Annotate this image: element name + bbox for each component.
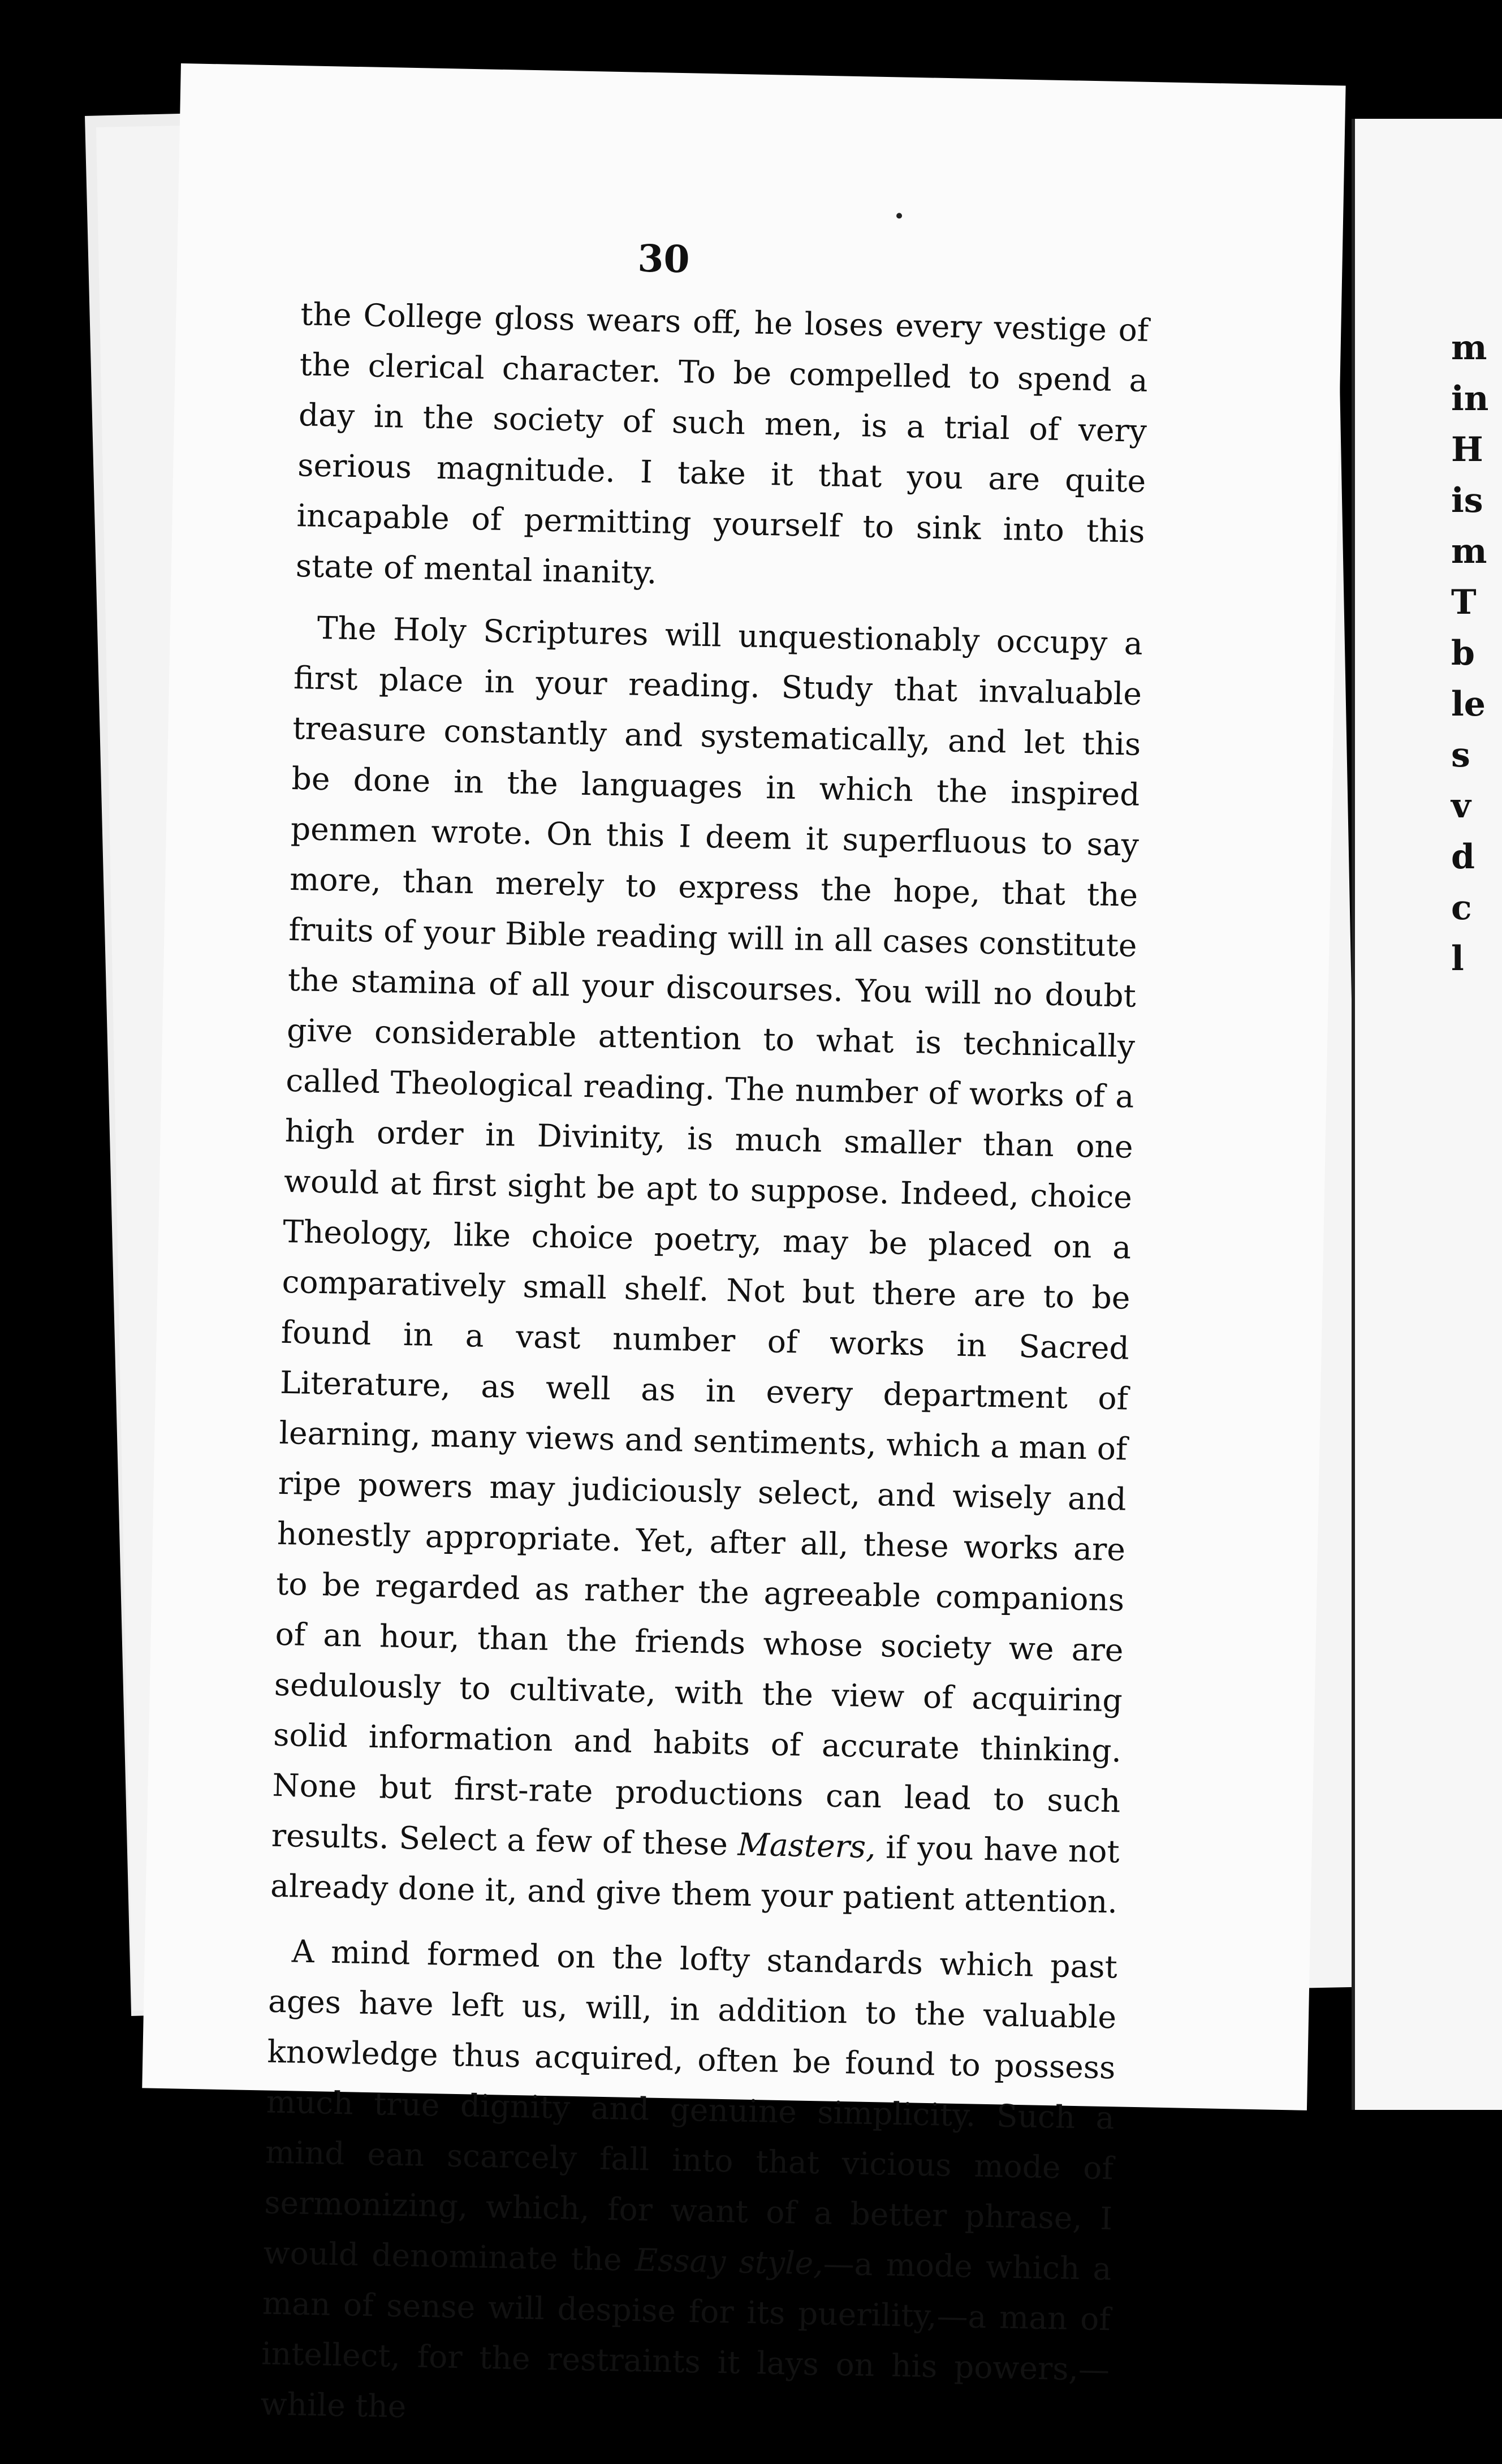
paragraph-2 — [270, 602, 1143, 1927]
facing-fragment: d — [1451, 837, 1475, 877]
facing-fragment: l — [1451, 939, 1464, 979]
facing-fragment: m — [1451, 328, 1487, 368]
facing-fragment: v — [1451, 786, 1471, 826]
italic-masters: Masters, — [737, 1826, 877, 1866]
facing-fragment: T — [1451, 583, 1477, 622]
facing-fragment: le — [1451, 684, 1486, 724]
italic-essay-style: Essay style, — [635, 2242, 824, 2282]
facing-page — [1352, 119, 1502, 2110]
paragraph-1: the College gloss wears off, he loses every vestige of the clerical character. To be compelled to spend a day in the society of such men, is a trial of very serious magnitude. I take it that you are quite incapable of permitting yourself to sink into this state of mental inanity. — [295, 296, 1149, 591]
facing-fragment: s — [1451, 735, 1470, 775]
facing-fragment: c — [1451, 888, 1472, 928]
facing-fragment: H — [1451, 430, 1483, 469]
book-page — [142, 63, 1345, 2425]
facing-fragment: m — [1451, 532, 1487, 571]
paragraph-2-end: if you have not already done it, and give them your patient attention. — [270, 1829, 1120, 1920]
facing-fragment: is — [1451, 481, 1483, 520]
body-text — [260, 289, 1149, 2460]
page-number: 30 — [637, 236, 690, 282]
paragraph-2-tail: Select a few of these — [398, 1819, 728, 1863]
ink-speck — [896, 213, 902, 218]
paragraph-3 — [260, 1926, 1118, 2446]
paragraph-3-end: —a mode which a man of sense will despise for its puerility,—a man of intellect, for the restraints it lays on his powers,—while the — [260, 2245, 1112, 2425]
paragraph-2-body: The Holy Scriptures will unquestionably occupy a first place in your reading. Study that invaluable treasure constantly and systematically, and let this be done in the languages in which the inspired penmen wrote. On this I deem it superfluous to say more, than merely to express the hope, that the fruits of your Bible reading will in all cases constitute the stamina of all your discourses. You will no doubt give considerable attention to what is technically called Theological reading. The number of works of a high order in Divinity, is much smaller than one would at first sight be apt to suppose. Indeed, choice Theology, like choice poetry, may be placed on a comparatively small shelf. Not but there are to be found in a vast number of works in Sacred Literature, as well as in every department of learning, many views and sentiments, which a man of ripe powers may judiciously select, and wisely and honestly appropriate. Yet, after all, these works are to be regarded as rather the agreeable companions of an hour, than the friends whose society we are sedulously to cultivate, with the view of acquiring solid information and habits of accurate thinking. None but first-rate productions can lead to such results. — [271, 609, 1143, 1856]
facing-fragment: b — [1451, 634, 1475, 673]
facing-fragment: in — [1451, 379, 1489, 419]
paragraph-3-body: A mind formed on the lofty standards which past ages have left us, will, in addition to the valuable knowledge thus acquired, often be found to possess much true dignity and genuine simplicity. Such a mind ean scarcely fall into that vicious mode of sermonizing, which, for want of a better phrase, I would denominate the — [263, 1933, 1118, 2278]
